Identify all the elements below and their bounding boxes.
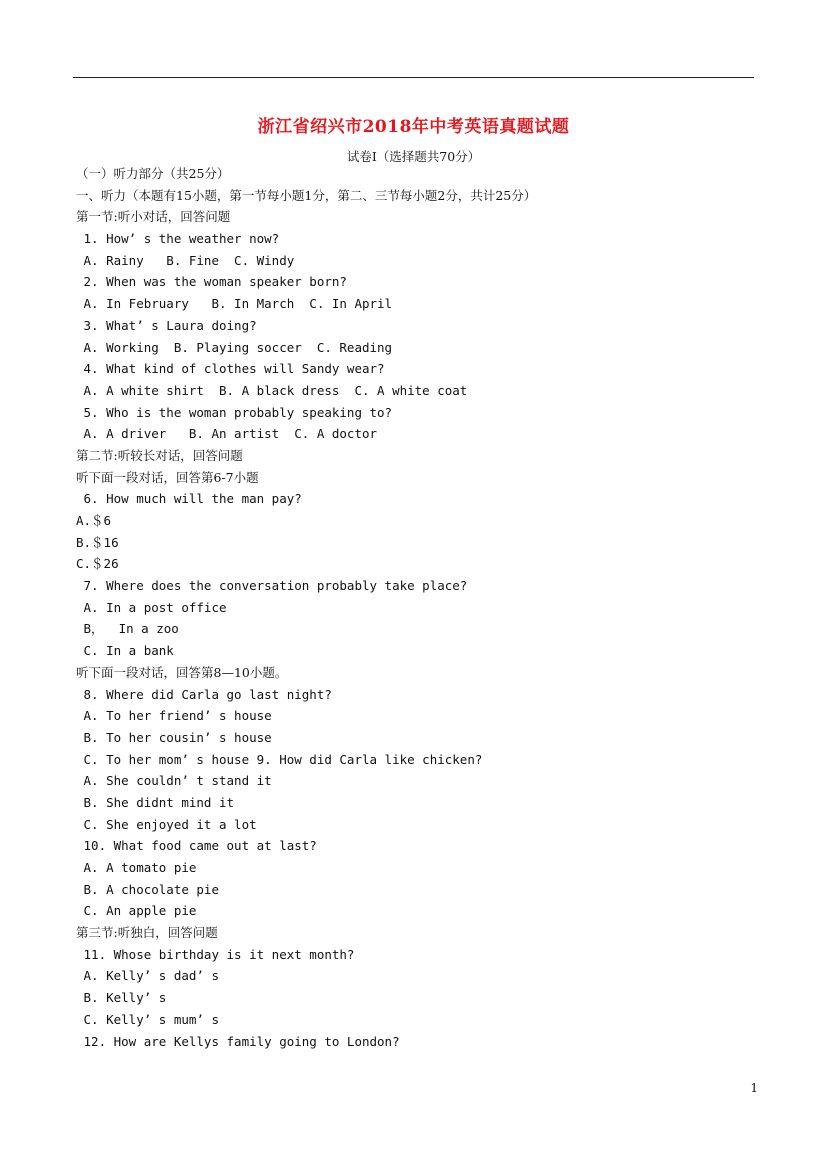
text-line: A. Rainy B. Fine C. Windy — [76, 252, 295, 268]
text-line: B. A chocolate pie — [76, 881, 219, 897]
text-line: C. An apple pie — [76, 903, 197, 919]
text-line: C. To her mom’ s house 9. How did Carla like chicken? — [76, 751, 483, 767]
text-line: 1. How’ s the weather now? — [76, 231, 280, 247]
text-line: 听下面一段对话，回答第8—10小题。 — [76, 664, 288, 680]
text-line: A. She couldn’ t stand it — [76, 773, 272, 789]
paper-subtitle: 试卷Ⅰ（选择题共70分） — [346, 149, 481, 164]
text-line: B. She didnt mind it — [76, 794, 235, 810]
text-line: （一）听力部分（共25分） — [76, 166, 230, 181]
text-line: 4. What kind of clothes will Sandy wear? — [76, 361, 385, 377]
text-line: A. Kelly’ s dad’ s — [76, 968, 219, 984]
text-line: A. Working B. Playing soccer C. Reading — [76, 339, 393, 355]
text-line: C. In a bank — [76, 643, 174, 659]
text-line: C.＄26 — [76, 556, 119, 572]
text-line: A. A tomato pie — [76, 860, 197, 875]
text-line: 2. When was the woman speaker born? — [76, 274, 347, 290]
exam-content — [76, 163, 756, 1052]
text-line: 听下面一段对话，回答第6-7小题 — [76, 469, 259, 485]
text-line: B， In a zoo — [76, 621, 179, 637]
text-line: C. Kelly’ s mum’ s — [76, 1011, 219, 1027]
text-line: 一、听力（本题有15小题，第一节每小题1分，第二、三节每小题2分，共计25分） — [76, 187, 537, 203]
text-line: A. A driver B. An artist C. A doctor — [76, 426, 378, 442]
text-line: 7. Where does the conversation probably take place? — [76, 578, 468, 594]
text-line: A. A white shirt B. A black dress C. A white coat — [76, 382, 468, 398]
page-number: 1 — [750, 1081, 758, 1095]
text-line: A. In a post office — [76, 599, 227, 615]
text-line: A. In February B. In March C. In April — [76, 296, 393, 312]
text-line: 第一节:听小对话，回答问题 — [76, 209, 231, 225]
text-line: A. To her friend’ s house — [76, 708, 272, 724]
text-line: B. Kelly’ s — [76, 990, 167, 1006]
text-line: 12. How are Kellys family going to London? — [76, 1033, 400, 1049]
text-line: B.＄16 — [76, 534, 119, 550]
text-line: 3. What’ s Laura doing? — [76, 317, 257, 333]
text-line: C. She enjoyed it a lot — [76, 816, 257, 832]
header-rule — [73, 77, 754, 78]
text-line: A.＄6 — [76, 513, 112, 528]
text-line: 8. Where did Carla go last night? — [76, 686, 332, 702]
text-line: 11. Whose birthday is it next month? — [76, 946, 355, 962]
text-line: 10. What food came out at last? — [76, 838, 317, 854]
text-line: 6. How much will the man pay? — [76, 491, 302, 507]
page-title: 浙江省绍兴市2018年中考英语真题试题 — [257, 117, 570, 137]
text-line: B. To her cousin’ s house — [76, 729, 272, 745]
text-line: 第三节:听独白，回答问题 — [76, 925, 218, 941]
text-line: 5. Who is the woman probably speaking to? — [76, 404, 393, 420]
text-line: 第二节:听较长对话，回答问题 — [76, 447, 243, 463]
